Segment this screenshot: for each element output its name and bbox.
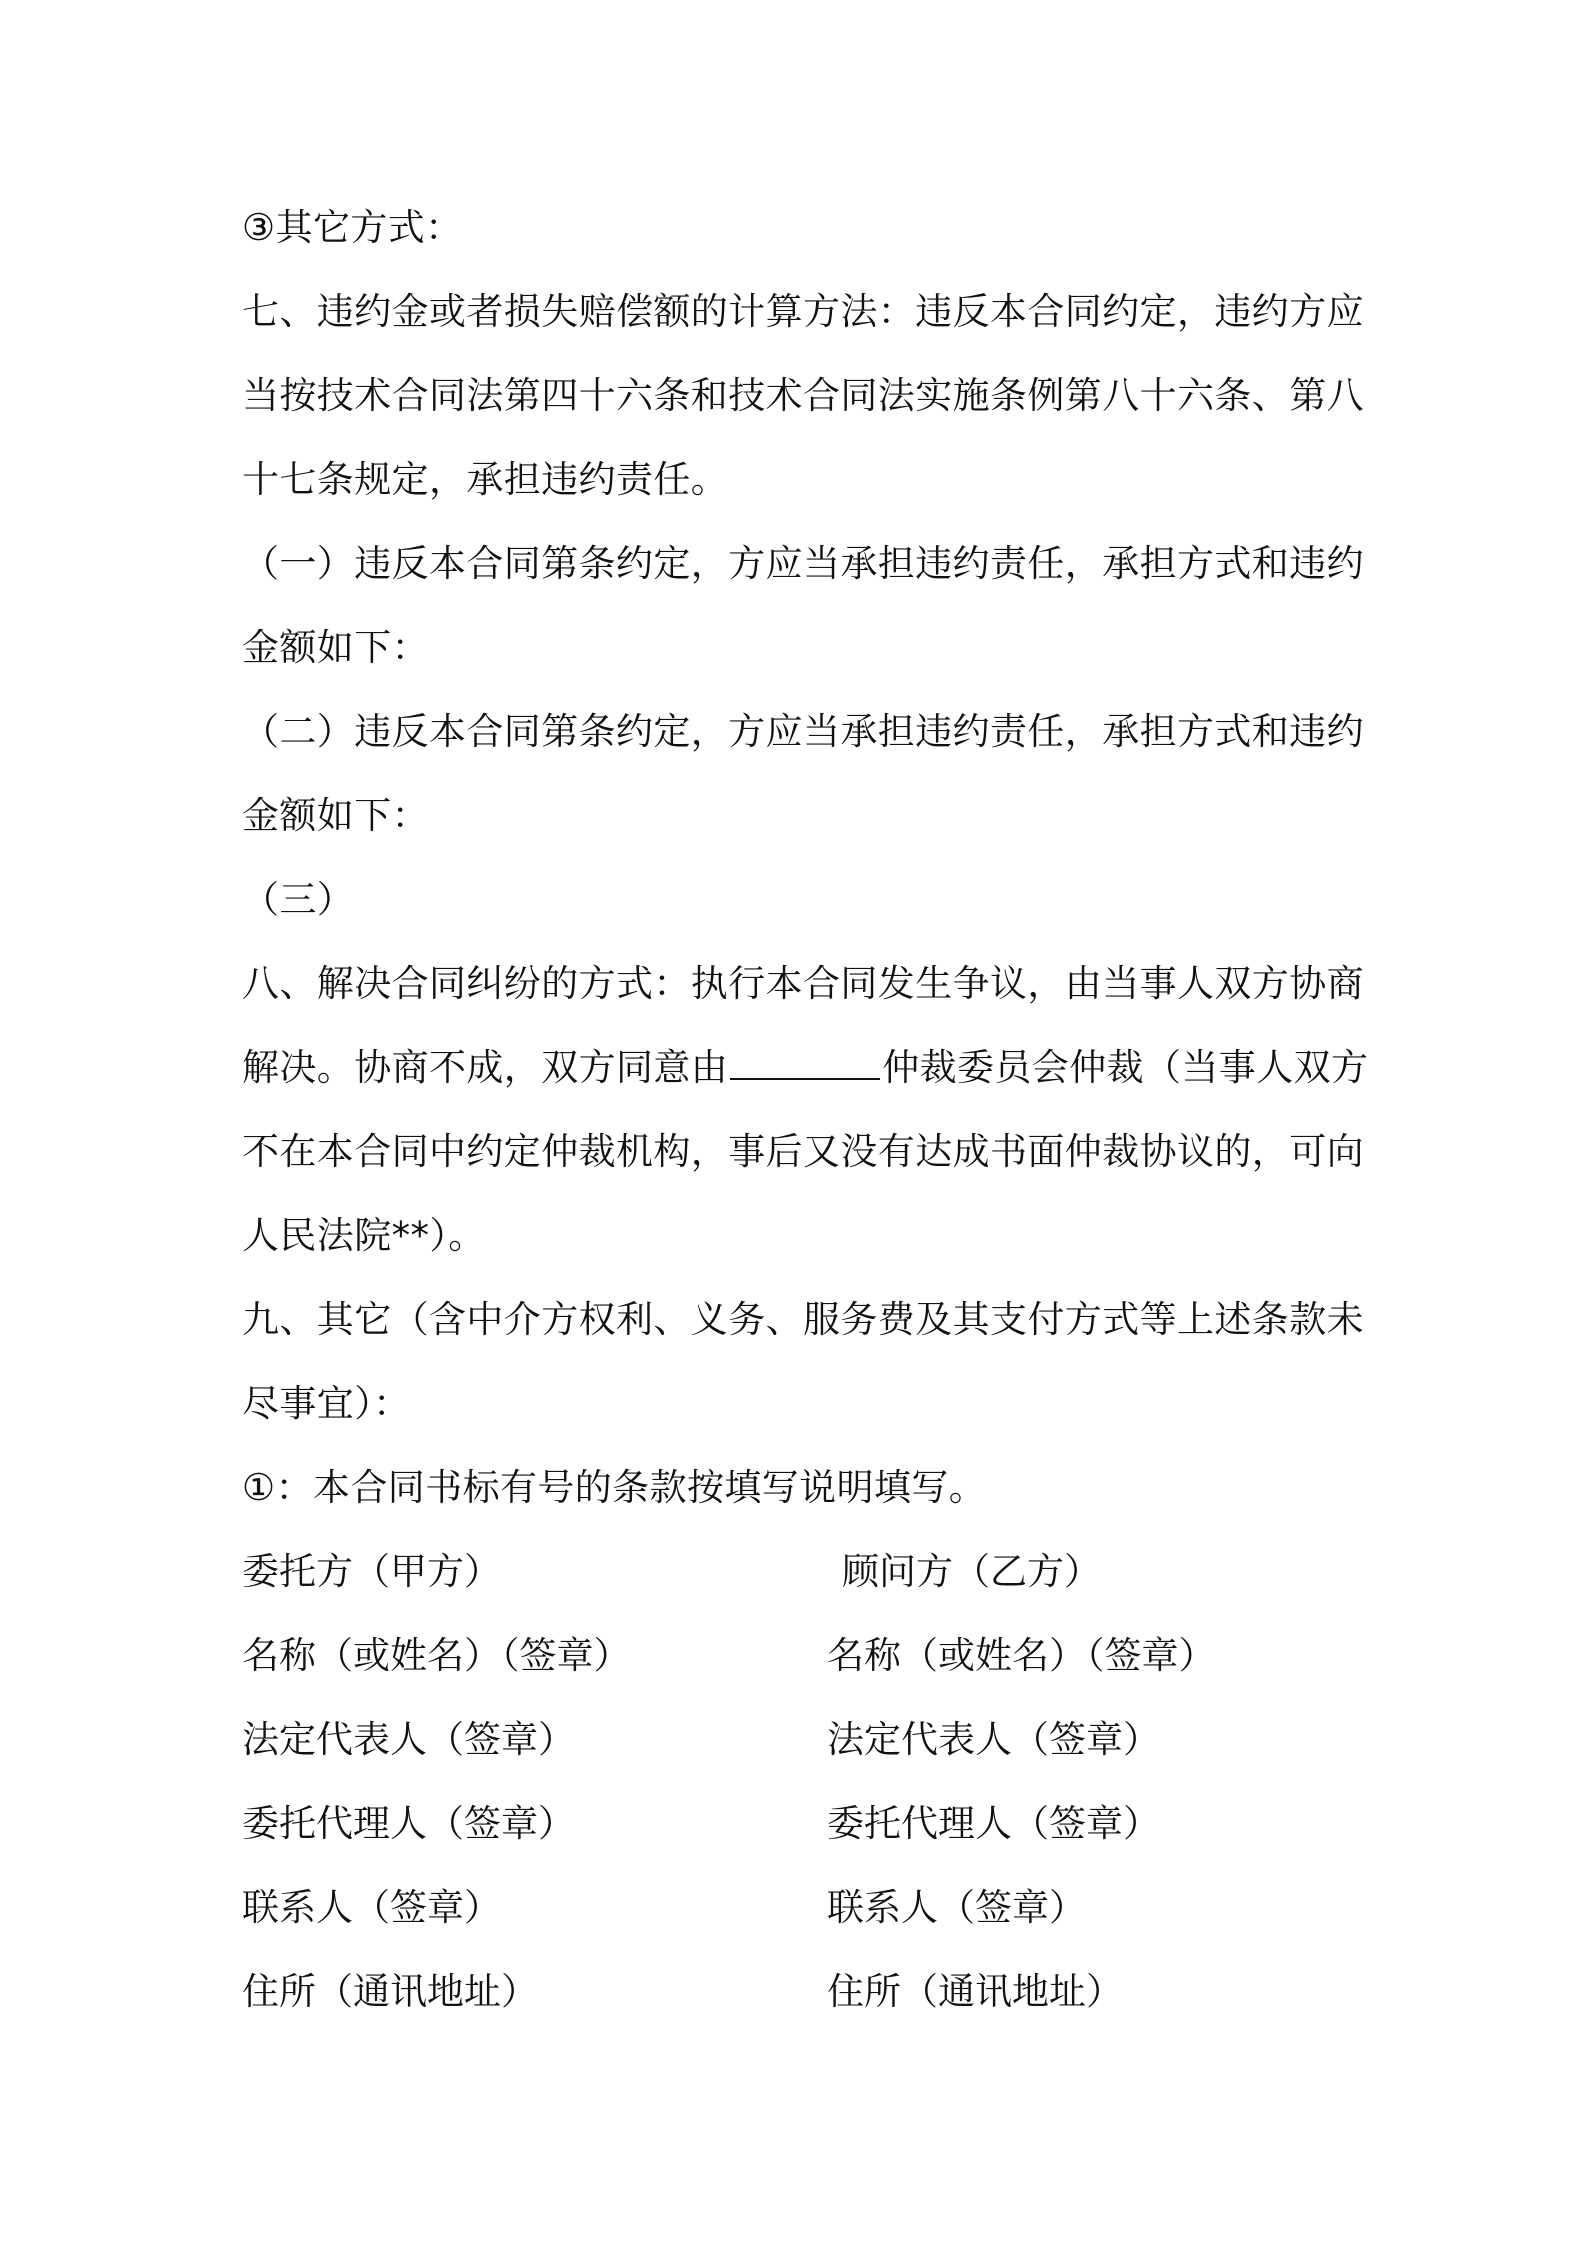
client-contact-label: 联系人（签章）	[242, 1886, 501, 1929]
article-7-line-3: 十七条规定，承担违约责任。	[242, 458, 729, 501]
item-2-line-2: 金额如下：	[242, 794, 429, 837]
client-name-label: 名称（或姓名）（签章）	[242, 1634, 631, 1677]
arbitration-blank[interactable]	[730, 1040, 880, 1080]
consultant-address-label: 住所（通讯地址）	[827, 1970, 1123, 2013]
signature-address-row	[242, 1964, 1360, 2048]
item-1-line-1: （一）违反本合同第条约定，方应当承担违约责任，承担方式和违约	[242, 542, 1364, 585]
article-8-line-2-start: 解决。协商不成，双方同意由	[242, 1046, 729, 1089]
signature-name-row	[242, 1628, 1360, 1712]
article-7-line-1: 七、违约金或者损失赔偿额的计算方法：违反本合同约定，违约方应	[242, 290, 1364, 333]
client-address-label: 住所（通讯地址）	[242, 1970, 538, 2013]
article-9-line-2: 尽事宜）：	[242, 1382, 411, 1425]
client-agent-label: 委托代理人（签章）	[242, 1802, 575, 1845]
article-7-line-2: 当按技术合同法第四十六条和技术合同法实施条例第八十六条、第八	[242, 374, 1364, 417]
signature-contact-row	[242, 1880, 1360, 1964]
other-method-line: ③其它方式：	[242, 206, 463, 249]
article-9-line-1: 九、其它（含中介方权利、义务、服务费及其支付方式等上述条款未	[242, 1298, 1364, 1341]
signature-legal-rep-row	[242, 1712, 1360, 1796]
article-8-line-1: 八、解决合同纠纷的方式：执行本合同发生争议，由当事人双方协商	[242, 962, 1364, 1005]
note-1-line: ①：本合同书标有号的条款按填写说明填写。	[242, 1466, 987, 1509]
consultant-agent-label: 委托代理人（签章）	[827, 1802, 1160, 1845]
item-1-line-2: 金额如下：	[242, 626, 429, 669]
item-2-line-1: （二）违反本合同第条约定，方应当承担违约责任，承担方式和违约	[242, 710, 1364, 753]
article-8-line-3: 不在本合同中约定仲裁机构，事后又没有达成书面仲裁协议的，可向	[242, 1130, 1364, 1173]
signature-agent-row	[242, 1796, 1360, 1880]
article-8-line-2-end: 仲裁委员会仲裁（当事人双方	[882, 1046, 1369, 1089]
consultant-name-label: 名称（或姓名）（签章）	[827, 1634, 1216, 1677]
consultant-legal-rep-label: 法定代表人（签章）	[827, 1718, 1160, 1761]
article-8-line-2	[242, 1040, 1369, 1124]
item-3-line: （三）	[242, 878, 355, 921]
client-heading: 委托方（甲方）	[242, 1550, 501, 1593]
client-legal-rep-label: 法定代表人（签章）	[242, 1718, 575, 1761]
signature-heading-row	[242, 1544, 1360, 1628]
consultant-contact-label: 联系人（签章）	[827, 1886, 1086, 1929]
article-8-line-4: 人民法院**）。	[242, 1214, 486, 1257]
contract-body	[242, 200, 1369, 2048]
consultant-heading: 顾问方（乙方）	[842, 1550, 1101, 1593]
